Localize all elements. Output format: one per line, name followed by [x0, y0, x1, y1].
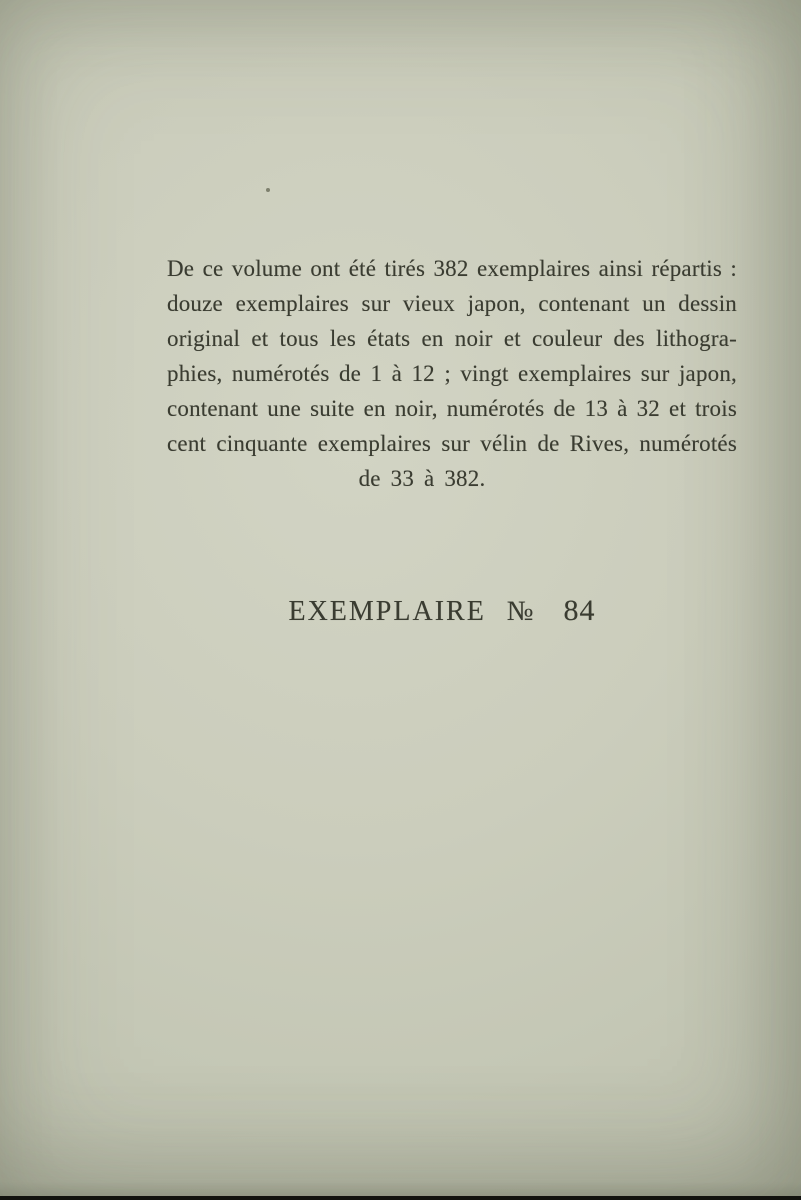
- colophon-last-line: de 33 à 382.: [358, 466, 486, 491]
- colophon-line: douze exemplaires sur vieux japon, contenant un dessin: [167, 291, 737, 316]
- numero-sign: №: [506, 596, 534, 627]
- photo-bottom-shadow: [0, 1182, 801, 1196]
- photo-bottom-edge: [0, 1196, 801, 1200]
- colophon-line: De ce volume ont été tirés 382 exemplaires ainsi répartis :: [167, 256, 737, 281]
- edition-statement: [167, 251, 737, 496]
- colophon-line: cent cinquante exemplaires sur vélin de Rives, numérotés: [167, 431, 737, 456]
- copy-number-line: [157, 594, 727, 628]
- copy-number: 84: [563, 594, 596, 627]
- paper-speck: [266, 188, 270, 192]
- colophon-line: phies, numérotés de 1 à 12 ; vingt exemplaires sur japon,: [167, 361, 737, 386]
- colophon-line: contenant une suite en noir, numérotés de 13 à 32 et trois: [167, 396, 737, 421]
- exemplaire-label: EXEMPLAIRE: [288, 596, 486, 627]
- colophon-line: original et tous les états en noir et couleur des lithogra-: [167, 326, 737, 351]
